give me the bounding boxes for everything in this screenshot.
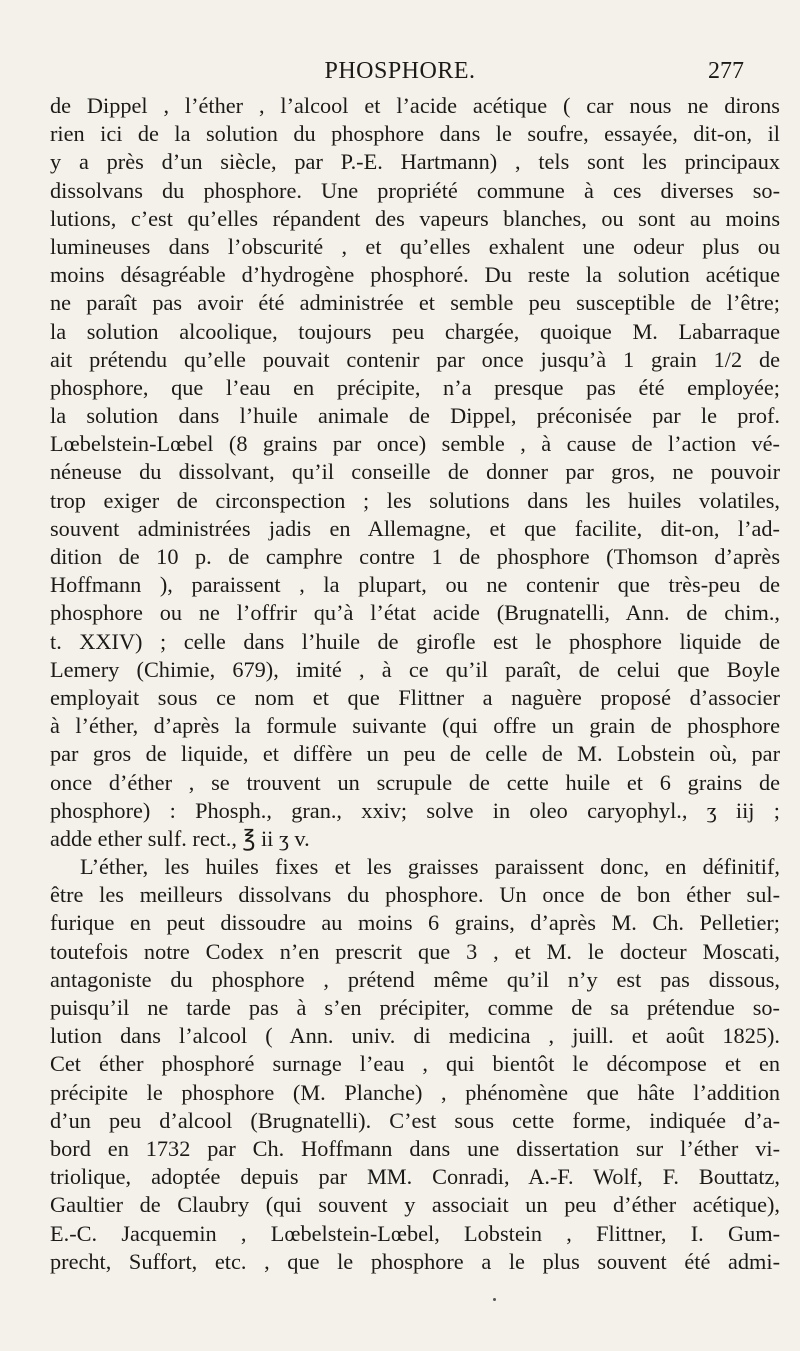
text-line: rien ici de la solution du phosphore dans le soufre, essayée, dit-on, il <box>50 121 780 147</box>
text-line: employait sous ce nom et que Flittner a naguère proposé d’associer <box>50 684 780 710</box>
text-line: moins désagréable d’hydrogène phosphoré. Du reste la solution acétique <box>50 262 780 288</box>
text-line: phosphore) : Phosph., gran., xxiv; solve in oleo caryophyl., ʒ iij ; <box>50 797 780 823</box>
text-line: triolique, adoptée depuis par MM. Conradi, A.-F. Wolf, F. Bouttatz, <box>50 1164 780 1190</box>
ink-speck <box>493 1298 496 1301</box>
text-line: precht, Suffort, etc. , que le phosphore a le plus souvent été admi- <box>50 1248 780 1274</box>
text-line: Hoffmann ), paraissent , la plupart, ou ne contenir que très-peu de <box>50 572 780 598</box>
page-header <box>0 58 800 94</box>
text-line: Lœbelstein-Lœbel (8 grains par once) semble , à cause de l’action vé- <box>50 431 780 457</box>
text-line: néneuse du dissolvant, qu’il conseille de donner par gros, ne pouvoir <box>50 459 780 485</box>
text-line: dition de 10 p. de camphre contre 1 de phosphore (Thomson d’après <box>50 544 780 569</box>
text-line: trop exiger de circonspection ; les solutions dans les huiles volatiles, <box>50 487 780 513</box>
text-line: bord en 1732 par Ch. Hoffmann dans une dissertation sur l’éther vi- <box>50 1135 780 1161</box>
text-line: ait prétendu qu’elle pouvait contenir par once jusqu’à 1 grain 1/2 de <box>50 346 780 372</box>
text-line: once d’éther , se trouvent un scrupule de cette huile et 6 grains de <box>50 769 780 795</box>
running-title: PHOSPHORE. <box>324 58 476 84</box>
text-line: adde ether sulf. rect., ℥ ii ʒ v. <box>50 825 310 851</box>
text-line: furique en peut dissoudre au moins 6 grains, d’après M. Ch. Pelletier; <box>50 910 780 936</box>
text-line: Lemery (Chimie, 679), imité , à ce qu’il paraît, de celui que Boyle <box>50 656 780 682</box>
text-line: puisqu’il ne tarde pas à s’en précipiter, comme de sa prétendue so- <box>50 995 780 1020</box>
text-line: lumineuses dans l’obscurité , et qu’elles exhalent une odeur plus ou <box>50 233 780 259</box>
text-line: E.-C. Jacquemin , Lœbelstein-Lœbel, Lobstein , Flittner, I. Gum- <box>50 1220 780 1246</box>
text-line: lution dans l’alcool ( Ann. univ. di medicina , juill. et août 1825). <box>50 1023 780 1049</box>
text-line: d’un peu d’alcool (Brugnatelli). C’est sous cette forme, indiquée d’a- <box>50 1107 780 1133</box>
text-line: t. XXIV) ; celle dans l’huile de girofle est le phosphore liquide de <box>50 628 780 654</box>
page-number: 277 <box>708 58 744 84</box>
text-line: y a près d’un siècle, par P.-E. Hartmann) , tels sont les principaux <box>50 149 780 175</box>
text-line: toutefois notre Codex n’en prescrit que 3 , et M. le docteur Moscati, <box>50 938 780 964</box>
text-line: précipite le phosphore (M. Planche) , phénomène que hâte l’addition <box>50 1079 780 1105</box>
text-line: Gaultier de Claubry (qui souvent y associait un peu d’éther acétique), <box>50 1192 780 1218</box>
text-line: lutions, c’est qu’elles répandent des vapeurs blanches, ou sont au moins <box>50 205 780 231</box>
text-line: Cet éther phosphoré surnage l’eau , qui bientôt le décompose et en <box>50 1051 780 1077</box>
text-line: la solution dans l’huile animale de Dippel, préconisée par le prof. <box>50 403 780 429</box>
text-line: de Dippel , l’éther , l’alcool et l’acide acétique ( car nous ne dirons <box>50 93 780 118</box>
text-line: dissolvans du phosphore. Une propriété commune à ces diverses so- <box>50 177 780 203</box>
text-line: la solution alcoolique, toujours peu chargée, quoique M. Labarraque <box>50 318 780 344</box>
body-text <box>50 92 780 1276</box>
text-line: souvent administrées jadis en Allemagne, et que facilite, dit-on, l’ad- <box>50 515 780 541</box>
text-line: phosphore ou ne l’offrir qu’à l’état acide (Brugnatelli, Ann. de chim., <box>50 600 780 626</box>
text-line: phosphore, que l’eau en précipite, n’a presque pas été employée; <box>50 374 780 400</box>
text-line: L’éther, les huiles fixes et les graisses paraissent donc, en définitif, <box>80 854 780 880</box>
text-line: être les meilleurs dissolvans du phosphore. Un once de bon éther sul- <box>50 882 780 908</box>
text-line: à l’éther, d’après la formule suivante (qui offre un grain de phosphore <box>50 713 780 739</box>
text-line: antagoniste du phosphore , prétend même qu’il n’y est pas dissous, <box>50 966 780 992</box>
text-line: ne paraît pas avoir été administrée et semble peu susceptible de l’être; <box>50 290 780 316</box>
text-line: par gros de liquide, et diffère un peu de celle de M. Lobstein où, par <box>50 741 780 767</box>
